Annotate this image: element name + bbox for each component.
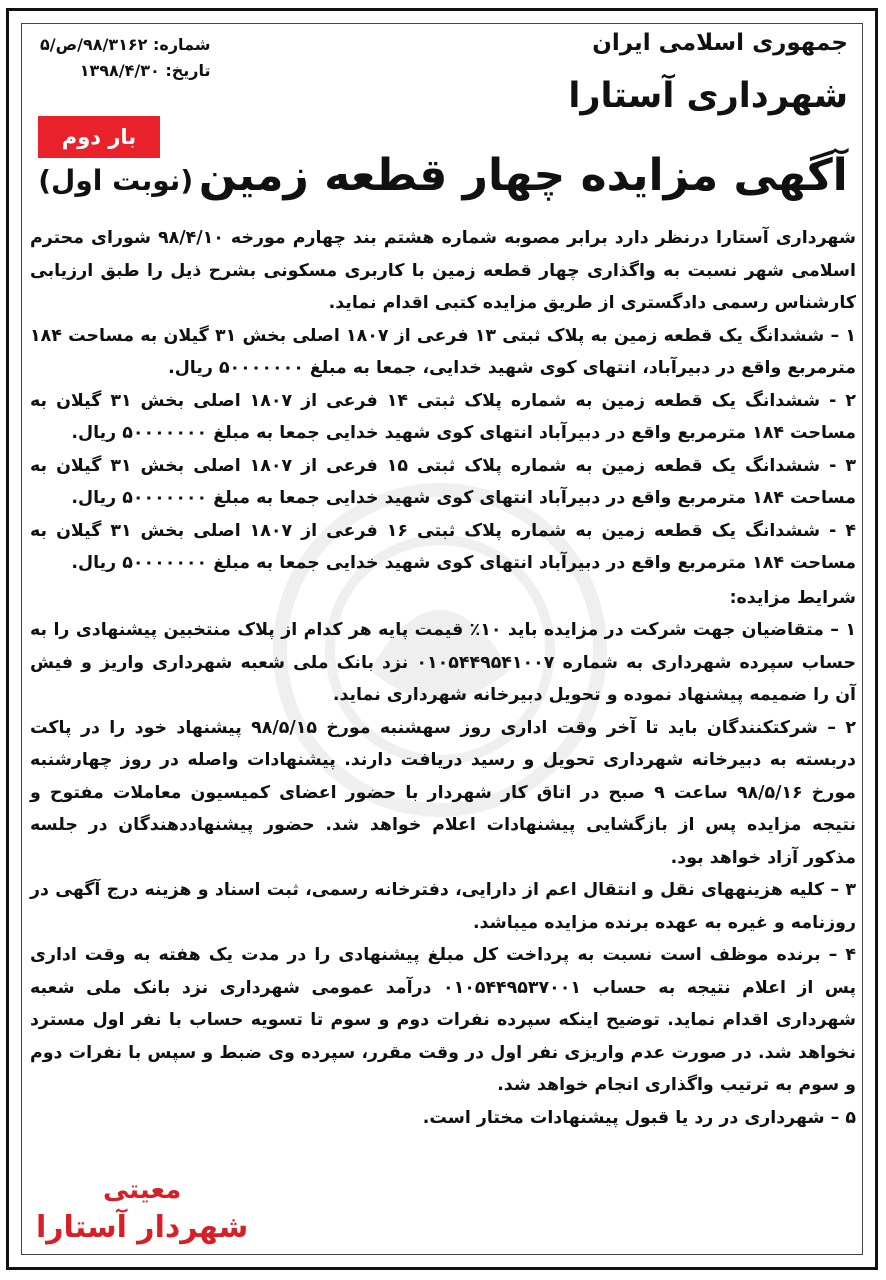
signature-block [36,1172,248,1248]
condition-4: ۴ – برنده موظف است نسبت به پرداخت کل مبلغ پیشنهادی را در مدت یک هفته به وقت اداری پس از اعلام نتیجه به حساب ۰۱۰۵۴۴۹۵۳۷۰۰۱ درآمد عمومی شهرداری نزد بانک ملی شعبه شهرداری اقدام نماید. توضیح اینکه سپرده نفرات دوم و سوم تا تسویه حساب با نفر اول مسترد نخواهد شد. در صورت عدم واریزی نفر اول در وقت مقرر، سپرده وی ضبط و سپس با نفرات دوم و سوم به ترتیب واگذاری انجام خواهد شد. [30,945,857,1095]
conditions-heading: شرایط مزایده: [729,587,856,608]
condition-5: ۵ – شهرداری در رد یا قبول پیشنهادات مختار است. [422,1107,856,1128]
land-item-1: ۱ – ششدانگ یک قطعه زمین به پلاک ثبتی ۱۳ فرعی از ۱۸۰۷ اصلی بخش ۳۱ گیلان به مساحت ۱۸۴ مترمربع واقع در دبیرآباد، انتهای کوی شهید خدایی، جمعا به مبلغ ۵۰۰۰۰۰۰۰ ریال. [30,325,856,378]
land-item-4: ۴ - ششدانگ یک قطعه زمین به شماره پلاک ثبتی ۱۶ فرعی از ۱۸۰۷ اصلی بخش ۳۱ گیلان به مساحت ۱۸۴ مترمربع واقع در دبیرآباد انتهای کوی شهید خدایی جمعا به مبلغ ۵۰۰۰۰۰۰۰ ریال. [30,520,856,573]
date-row [40,58,211,84]
signatory-name: معیتی [102,1175,182,1205]
land-item-2: ۲ - ششدانگ یک قطعه زمین به شماره پلاک ثبتی ۱۴ فرعی از ۱۸۰۷ اصلی بخش ۳۱ گیلان به مساحت ۱۸۴ مترمربع واقع در دبیرآباد انتهای کوی شهید خدایی جمعا به مبلغ ۵۰۰۰۰۰۰۰ ریال. [30,390,856,443]
number-row [40,32,211,58]
date-label: تاریخ: [165,61,211,80]
title-main: آگهی مزایده چهار قطعه زمین [198,150,848,201]
intro-paragraph: شهرداری آستارا درنظر دارد برابر مصوبه شماره هشتم بند چهارم مورخه ۹۸/۴/۱۰ شورای محترم اسلامی شهر نسبت به واگذاری چهار قطعه زمین با کاربری مسکونی بشرح ذیل را طبق ارزیابی کارشناس رسمی دادگستری از طریق مزایده کتبی اقدام نماید. [30,228,856,313]
land-item-3: ۳ - ششدانگ یک قطعه زمین به شماره پلاک ثبتی ۱۵ فرعی از ۱۸۰۷ اصلی بخش ۳۱ گیلان به مساحت ۱۸۴ مترمربع واقع در دبیرآباد انتهای کوی شهید خدایی جمعا به مبلغ ۵۰۰۰۰۰۰۰ ریال. [30,455,856,508]
title-sub: (نوبت اول) [38,164,194,197]
number-value: ۹۸/۳۱۶۲/ص/۵ [40,35,148,54]
date-value: ۱۳۹۸/۴/۳۰ [79,61,160,80]
condition-3: ۳ – کلیه هزینههای نقل و انتقال اعم از دارایی، دفترخانه رسمی، ثبت اسناد و هزینه درج آگهی در روزنامه و غیره به عهده برنده مزایده میباشد. [30,880,856,933]
condition-2: ۲ – شرکتکنندگان باید تا آخر وقت اداری روز سهشنبه مورخ ۹۸/۵/۱۵ پیشنهاد خود را در پاکت دربسته به دبیرخانه شهرداری تحویل و رسید دریافت دارند. پیشنهادات واصله در روز چهارشنبه مورخ ۹۸/۵/۱۶ ساعت ۹ صبح در اتاق کار شهردار با حضور اعضای کمیسیون معاملات مفتوح و نتیجه مزایده پس از بازگشایی پیشنهادات اعلام خواهد شد. حضور پیشنهاددهندگان در جلسه مذکور آزاد خواهد بود. [30,717,856,868]
condition-1: ۱ – متقاضیان جهت شرکت در مزایده باید ۱۰٪ قیمت پایه هر کدام از پلاک منتخبین پیشنهادی را به حساب سپرده شهرداری به شماره ۰۱۰۵۴۴۹۵۴۱۰۰۷ نزد بانک ملی شعبه شهرداری واریز و فیش آن را ضمیمه پیشنهاد نموده و تحویل دبیرخانه شهرداری نماید. [30,620,856,705]
municipality-heading: شهرداری آستارا [568,76,848,116]
second-time-badge: بار دوم [38,116,160,158]
signatory-title: شهردار آستارا [36,1210,249,1245]
government-heading: جمهوری اسلامی ایران [592,30,848,56]
number-label: شماره: [153,35,211,54]
notice-body [30,222,856,1134]
reference-block [40,32,211,84]
notice-title [0,150,886,201]
